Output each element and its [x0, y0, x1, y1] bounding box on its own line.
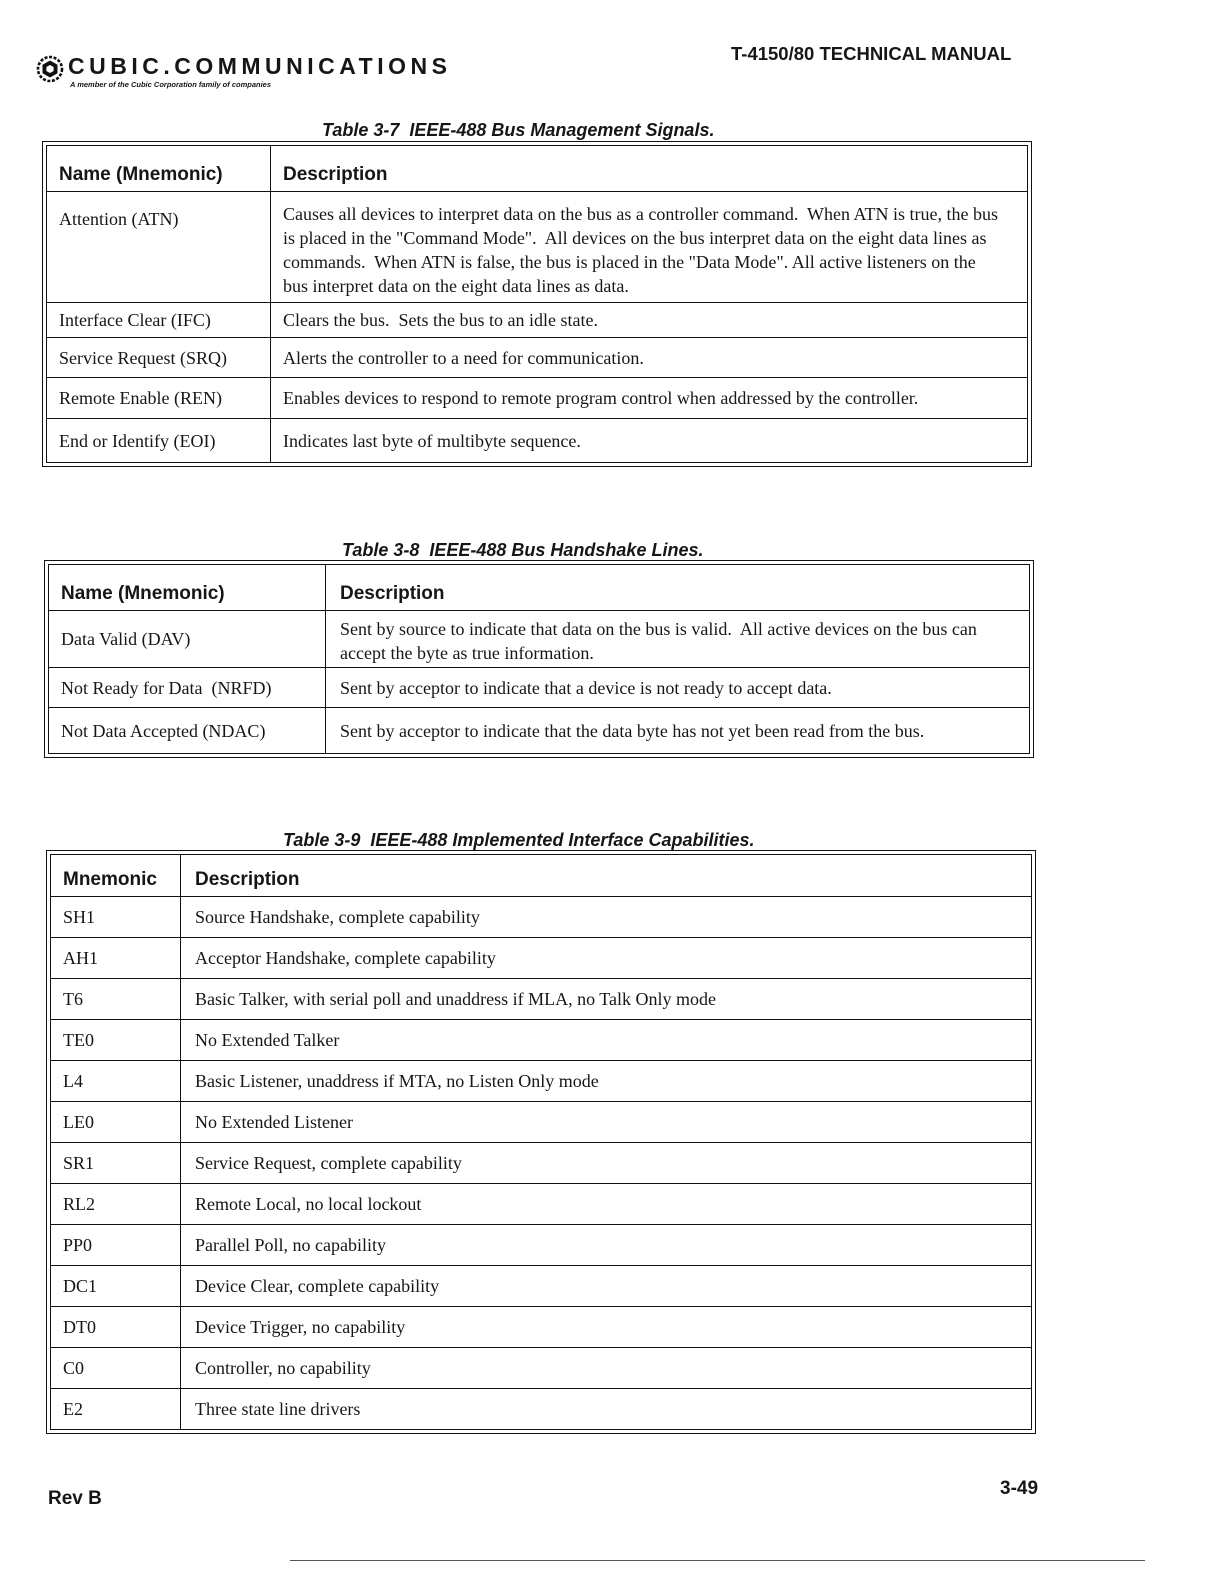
signal-description: Causes all devices to interpret data on the bus as a controller command. When ATN is true, the bus is placed in the "Command Mode". All devices on the bus interpret data on the eight data lines as commands. When ATN is false, the bus is placed in the "Data Mode". All active listeners on the bus interpret data on the eight data lines as data. — [271, 192, 1028, 303]
table-row — [47, 192, 1028, 303]
table-row — [49, 708, 1030, 754]
column-header-description: Description — [271, 146, 1028, 192]
line-description: Sent by acceptor to indicate that the data byte has not yet been read from the bus. — [326, 708, 1030, 754]
table-row — [49, 611, 1030, 668]
signal-name: End or Identify (EOI) — [47, 419, 271, 463]
company-tagline: A member of the Cubic Corporation family of companies — [70, 80, 271, 89]
table-row — [51, 1020, 1032, 1061]
line-description: Sent by acceptor to indicate that a device is not ready to accept data. — [326, 668, 1030, 708]
capability-description: Controller, no capability — [181, 1348, 1032, 1389]
revision-label: Rev B — [48, 1488, 102, 1509]
column-header-description: Description — [326, 565, 1030, 611]
capability-mnemonic: SH1 — [51, 897, 181, 938]
table-row — [51, 1061, 1032, 1102]
capability-description: No Extended Listener — [181, 1102, 1032, 1143]
table-row — [51, 897, 1032, 938]
table-row — [51, 1143, 1032, 1184]
table-row — [47, 378, 1028, 419]
capability-description: Service Request, complete capability — [181, 1143, 1032, 1184]
table-header-row — [47, 146, 1028, 192]
capability-mnemonic: DC1 — [51, 1266, 181, 1307]
column-header-description: Description — [181, 855, 1032, 897]
table-3-8-caption: Table 3-8 IEEE-488 Bus Handshake Lines. — [342, 540, 704, 560]
capability-description: Parallel Poll, no capability — [181, 1225, 1032, 1266]
signal-description: Indicates last byte of multibyte sequence. — [271, 419, 1028, 463]
capability-mnemonic: C0 — [51, 1348, 181, 1389]
capability-description: Basic Listener, unaddress if MTA, no Listen Only mode — [181, 1061, 1032, 1102]
line-name: Not Ready for Data (NRFD) — [49, 668, 326, 708]
capability-mnemonic: RL2 — [51, 1184, 181, 1225]
table-header-row — [51, 855, 1032, 897]
table-3-9-caption: Table 3-9 IEEE-488 Implemented Interface Capabilities. — [283, 830, 755, 850]
capability-mnemonic: T6 — [51, 979, 181, 1020]
signal-name: Attention (ATN) — [47, 192, 271, 303]
signal-name: Remote Enable (REN) — [47, 378, 271, 419]
signal-description: Enables devices to respond to remote program control when addressed by the controller. — [271, 378, 1028, 419]
column-header-name: Name (Mnemonic) — [47, 146, 271, 192]
table-row — [47, 419, 1028, 463]
page-bottom-rule — [290, 1560, 1145, 1561]
capability-mnemonic: TE0 — [51, 1020, 181, 1061]
capability-description: Three state line drivers — [181, 1389, 1032, 1430]
table-row — [51, 1184, 1032, 1225]
cubic-emblem-icon — [36, 55, 64, 83]
table-row — [51, 938, 1032, 979]
signal-name: Interface Clear (IFC) — [47, 303, 271, 338]
capability-mnemonic: SR1 — [51, 1143, 181, 1184]
table-row — [51, 979, 1032, 1020]
capability-mnemonic: E2 — [51, 1389, 181, 1430]
capability-description: Acceptor Handshake, complete capability — [181, 938, 1032, 979]
capability-mnemonic: LE0 — [51, 1102, 181, 1143]
line-name: Data Valid (DAV) — [49, 611, 326, 668]
capability-description: Source Handshake, complete capability — [181, 897, 1032, 938]
capability-mnemonic: AH1 — [51, 938, 181, 979]
capability-mnemonic: DT0 — [51, 1307, 181, 1348]
table-row — [47, 303, 1028, 338]
line-description: Sent by source to indicate that data on the bus is valid. All active devices on the bus can accept the byte as true information. — [326, 611, 1030, 668]
page-number: 3-49 — [1000, 1478, 1039, 1499]
signal-description: Clears the bus. Sets the bus to an idle state. — [271, 303, 1028, 338]
table-row — [51, 1389, 1032, 1430]
signal-description: Alerts the controller to a need for communication. — [271, 338, 1028, 378]
table-row — [47, 338, 1028, 378]
capability-description: Basic Talker, with serial poll and unaddress if MLA, no Talk Only mode — [181, 979, 1032, 1020]
capability-mnemonic: PP0 — [51, 1225, 181, 1266]
table-row — [51, 1225, 1032, 1266]
table-3-8 — [44, 560, 1034, 758]
table-header-row — [49, 565, 1030, 611]
column-header-mnemonic: Mnemonic — [51, 855, 181, 897]
table-row — [49, 668, 1030, 708]
table-3-7 — [42, 141, 1032, 467]
line-name: Not Data Accepted (NDAC) — [49, 708, 326, 754]
capability-description: Device Trigger, no capability — [181, 1307, 1032, 1348]
table-row — [51, 1307, 1032, 1348]
table-row — [51, 1266, 1032, 1307]
capability-mnemonic: L4 — [51, 1061, 181, 1102]
table-3-9 — [46, 850, 1036, 1434]
signal-name: Service Request (SRQ) — [47, 338, 271, 378]
table-3-7-caption: Table 3-7 IEEE-488 Bus Management Signals. — [322, 120, 715, 140]
table-row — [51, 1102, 1032, 1143]
capability-description: Device Clear, complete capability — [181, 1266, 1032, 1307]
capability-description: No Extended Talker — [181, 1020, 1032, 1061]
company-name: CUBIC.COMMUNICATIONS — [68, 53, 452, 79]
manual-title: T-4150/80 TECHNICAL MANUAL — [731, 43, 1012, 64]
table-row — [51, 1348, 1032, 1389]
capability-description: Remote Local, no local lockout — [181, 1184, 1032, 1225]
column-header-name: Name (Mnemonic) — [49, 565, 326, 611]
